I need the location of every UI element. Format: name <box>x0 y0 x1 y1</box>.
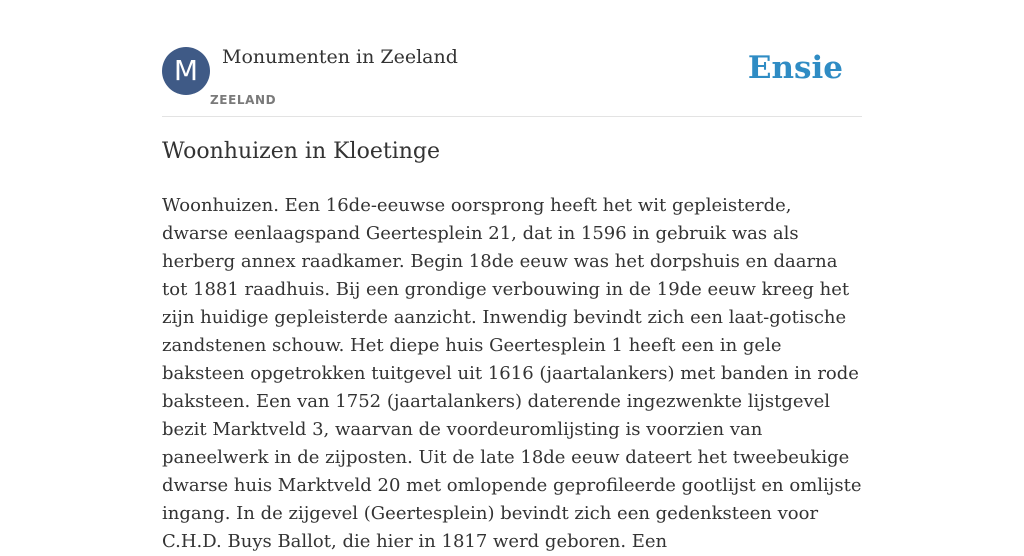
page <box>162 0 862 552</box>
article-body: Woonhuizen. Een 16de-eeuwse oorsprong heeft het wit gepleisterde, dwarse eenlaagspand Geertesplein 21, dat in 1596 in gebruik was als herberg annex raadkamer. Begin 18de eeuw was het dorpshuis en daarna tot 1881 raadhuis. Bij een grondige verbouwing in de 19de eeuw kreeg het zijn huidige gepleisterde aanzicht. Inwendig bevindt zich een laat-gotische zandstenen schouw. Het diepe huis Geertesplein 1 heeft een in gele baksteen opgetrokken tuitgevel uit 1616 (jaartalankers) met banden in rode baksteen. Een van 1752 (jaartalankers) daterende ingezwenkte lijstgevel bezit Marktveld 3, waarvan de voordeuromlijsting is voorzien van paneelwerk in de zijposten. Uit de late 18de eeuw dateert het tweebeukige dwarse huis Marktveld 20 met omlopende geprofileerde gootlijst en omlijste ingang. In de zijgevel (Geertesplein) bevindt zich een gedenksteen voor C.H.D. Buys Ballot, die hier in 1817 werd geboren. Een <box>162 195 862 552</box>
collection-avatar[interactable]: M <box>162 47 210 95</box>
ensie-logo[interactable]: Ensie <box>747 50 843 86</box>
collection-title[interactable]: Monumenten in Zeeland <box>222 46 458 68</box>
article-title: Woonhuizen in Kloetinge <box>162 139 441 164</box>
collection-tag[interactable]: ZEELAND <box>210 93 277 107</box>
header <box>162 0 862 117</box>
